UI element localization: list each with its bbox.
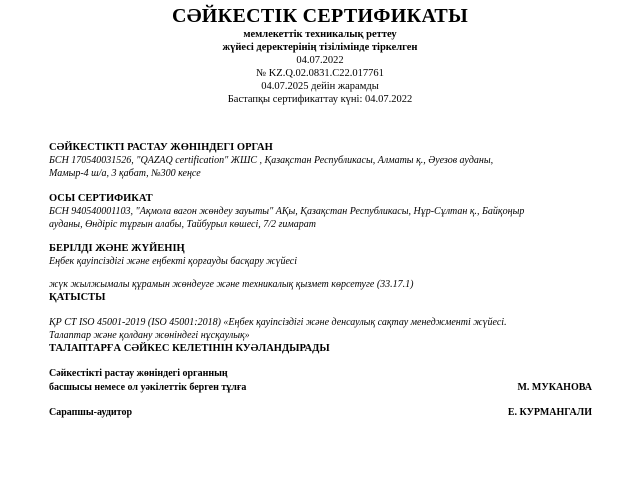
conformity-body-heading: СӘЙКЕСТІКТІ РАСТАУ ЖӨНІНДЕГІ ОРГАН — [49, 142, 273, 153]
issued-line-2: жүк жылжымалы құрамын жөндеуге және техникалық қызмет көрсетуге (33.17.1) — [49, 279, 414, 290]
issued-line-1: Еңбек қауіпсіздігі және еңбекті қорғауды басқару жүйесі — [49, 256, 297, 267]
relation-line-1: ҚР СТ ISO 45001-2019 (ISO 45001:2018) «Еңбек қауіпсіздігі және денсаулық сақтау менеджменті жүйесі. — [49, 317, 507, 328]
issued-heading: БЕРІЛДІ ЖӘНЕ ЖҮЙЕНІҢ — [49, 243, 185, 254]
body-head-label-1: Сәйкестікті растау жөніндегі органның — [49, 368, 228, 379]
auditor-label: Сарапшы-аудитор — [49, 407, 133, 418]
registration-date: 04.07.2022 — [296, 55, 344, 66]
conformity-body-line-1: БСН 170540031526, "QAZAQ certification" ЖШС , Қазақстан Республикасы, Алматы қ., Әуезов ауданы, — [49, 155, 494, 166]
body-head-label-2: басшысы немесе ол уәкілеттік берген тұлға — [49, 382, 247, 393]
relation-line-2: Талаптар және қолдану жөніндегі нұсқаулық» — [49, 330, 250, 341]
valid-until: 04.07.2025 дейін жарамды — [261, 81, 379, 92]
relation-heading: ҚАТЫСТЫ — [49, 292, 106, 303]
conformity-body-line-2: Мамыр-4 ш/а, 3 қабат, №300 кеңсе — [49, 168, 201, 179]
certificate-number: № KZ.Q.02.0831.C22.017761 — [256, 68, 384, 79]
this-certificate-line-1: БСН 940540001103, "Ақмола вагон жөндеу зауыты" АҚы, Қазақстан Республикасы, Нұр-Сұлтан қ., Байқоңыр — [49, 206, 525, 217]
this-certificate-line-2: ауданы, Өндіріс тұрғын алабы, Тайбурыл көшесі, 7/2 ғимарат — [49, 219, 317, 230]
auditor-name: Е. КУРМАНГАЛИ — [507, 407, 592, 418]
body-head-name: М. МУКАНОВА — [517, 382, 592, 393]
initial-certification-date: Бастапқы сертификаттау күні: 04.07.2022 — [227, 94, 413, 105]
header-line-2: жүйесі деректерінің тізілімінде тіркелген — [222, 42, 418, 53]
this-certificate-heading: ОСЫ СЕРТИФИКАТ — [49, 193, 153, 204]
header-line-1: мемлекеттік техникалық реттеу — [243, 29, 397, 40]
confirmation-heading: ТАЛАПТАРҒА СӘЙКЕС КЕЛЕТІНІН КУӘЛАНДЫРАДЫ — [49, 343, 330, 354]
certificate-title: СӘЙКЕСТІК СЕРТИФИКАТЫ — [171, 5, 469, 27]
